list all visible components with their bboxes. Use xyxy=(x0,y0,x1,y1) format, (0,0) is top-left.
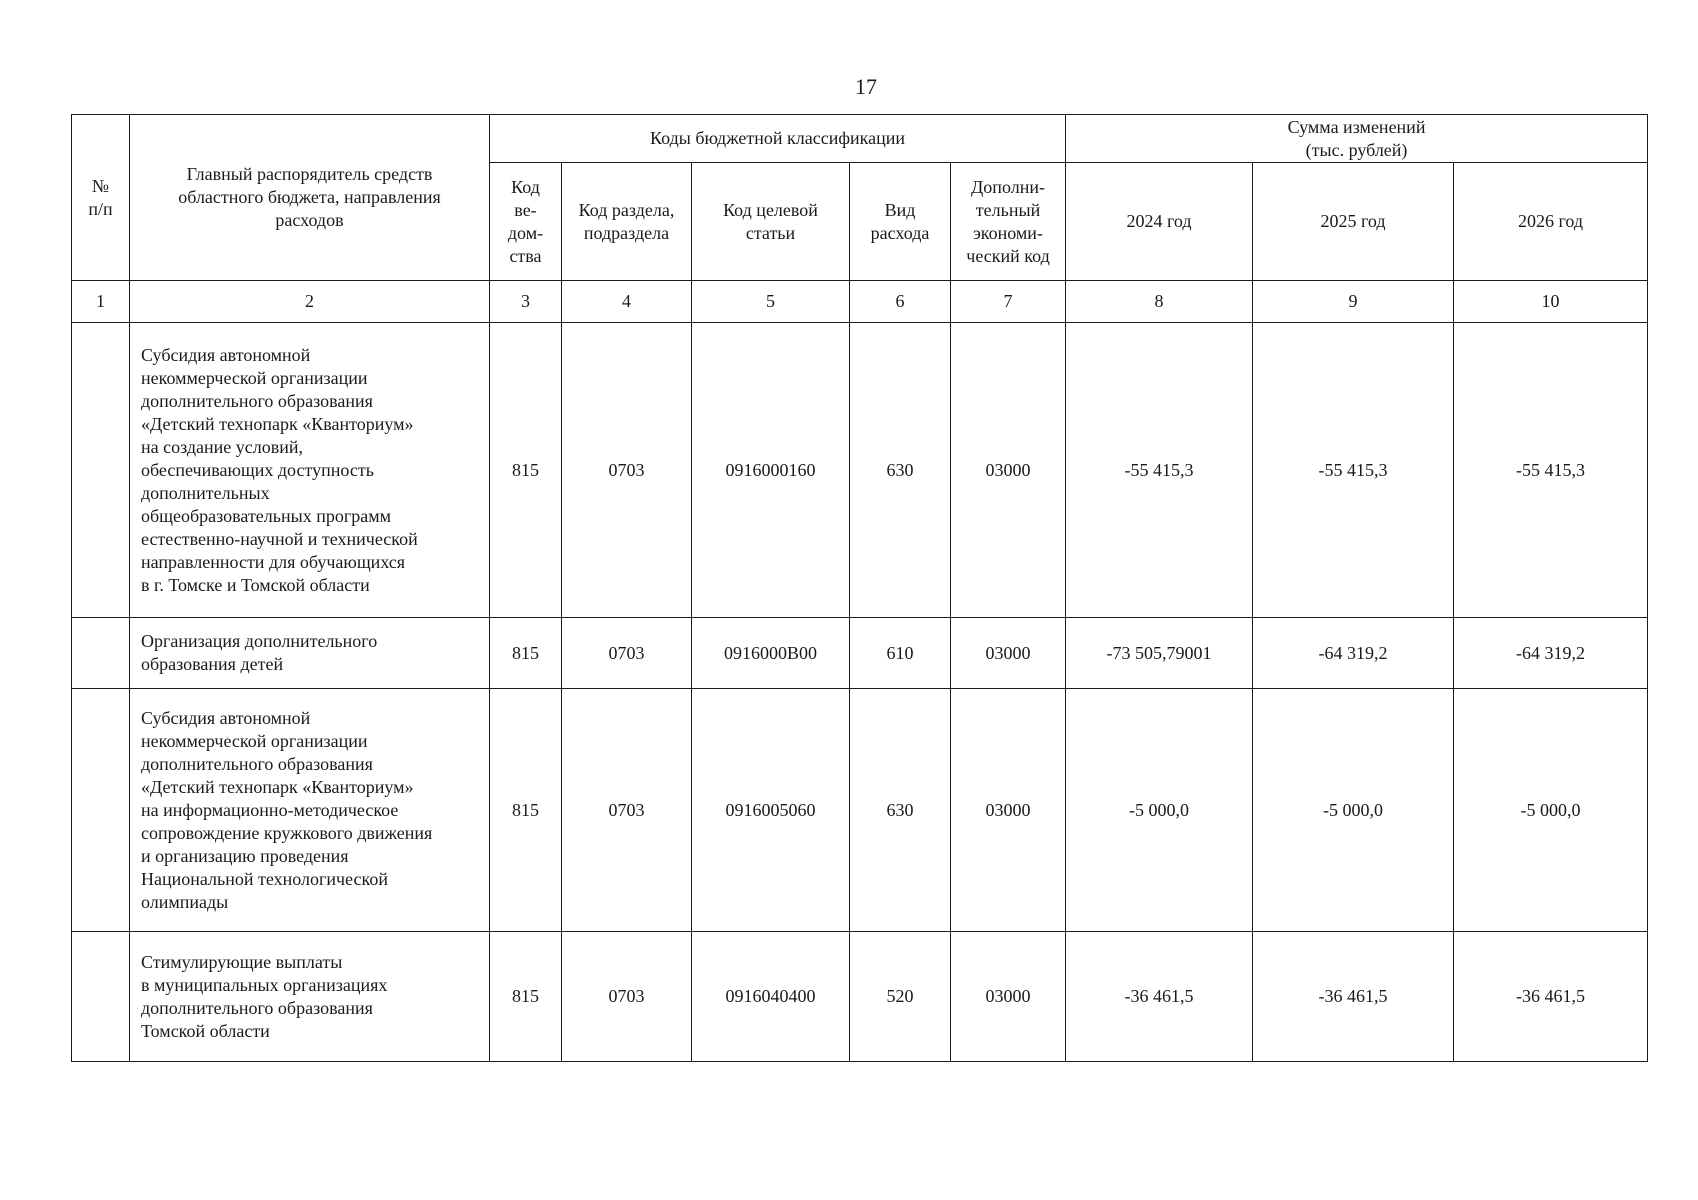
section-code: 0703 xyxy=(562,689,692,932)
description-line: дополнительного образования xyxy=(141,753,373,774)
description-line: Субсидия автономной xyxy=(141,707,311,728)
description-line: дополнительного образования xyxy=(141,997,373,1018)
dept-code: 815 xyxy=(490,323,562,618)
description-line: сопровождение кружкового движения xyxy=(141,822,433,843)
header-col-no-label: № п/п xyxy=(88,175,113,219)
description-line: образования детей xyxy=(141,654,284,674)
amount-2025: -64 319,2 xyxy=(1253,618,1454,689)
row-description xyxy=(130,689,490,932)
header-group-sum-label: Сумма изменений (тыс. рублей) xyxy=(1287,116,1426,160)
extra-economic-code: 03000 xyxy=(951,932,1066,1062)
dept-code: 815 xyxy=(490,689,562,932)
description-line: и организацию проведения xyxy=(141,845,349,866)
description-line: Субсидия автономной xyxy=(141,344,311,365)
table-row xyxy=(72,323,1648,618)
header-col-type-label: Вид расхода xyxy=(870,199,930,243)
description-line: на информационно-методическое xyxy=(141,799,399,820)
description-line: дополнительного образования xyxy=(141,390,373,411)
amount-2026: -5 000,0 xyxy=(1454,689,1648,932)
amount-2026: -55 415,3 xyxy=(1454,323,1648,618)
column-number: 2 xyxy=(130,281,490,323)
amount-2024: -73 505,79001 xyxy=(1066,618,1253,689)
column-number: 4 xyxy=(562,281,692,323)
expense-type: 630 xyxy=(850,689,951,932)
column-number: 7 xyxy=(951,281,1066,323)
header-col-dept xyxy=(490,163,562,281)
row-number xyxy=(72,323,130,618)
description-line: на создание условий, xyxy=(141,436,304,457)
header-col-2026-label: 2026 год xyxy=(1517,211,1584,231)
budget-changes-table xyxy=(71,114,1648,1062)
expense-type: 520 xyxy=(850,932,951,1062)
amount-2026: -64 319,2 xyxy=(1454,618,1648,689)
expense-type: 610 xyxy=(850,618,951,689)
section-code: 0703 xyxy=(562,323,692,618)
description-line: «Детский технопарк «Кванториум» xyxy=(141,413,414,434)
amount-2025: -55 415,3 xyxy=(1253,323,1454,618)
header-col-2026 xyxy=(1454,163,1648,281)
row-number xyxy=(72,689,130,932)
description-line: некоммерческой организации xyxy=(141,367,368,388)
description-line: общеобразовательных программ xyxy=(141,505,392,526)
target-code: 0916000160 xyxy=(692,323,850,618)
amount-2026: -36 461,5 xyxy=(1454,932,1648,1062)
description-line: Стимулирующие выплаты xyxy=(141,951,343,972)
row-number xyxy=(72,932,130,1062)
header-col-dept-label: Код ве- дом- ства xyxy=(507,176,544,266)
extra-economic-code: 03000 xyxy=(951,323,1066,618)
column-number: 6 xyxy=(850,281,951,323)
header-group-sum xyxy=(1066,115,1648,163)
header-col-2024 xyxy=(1066,163,1253,281)
description-line: в муниципальных организациях xyxy=(141,974,388,995)
row-description xyxy=(130,323,490,618)
header-col-2024-label: 2024 год xyxy=(1126,211,1192,231)
header-col-2025-label: 2025 год xyxy=(1320,211,1386,231)
header-col-2025 xyxy=(1253,163,1454,281)
target-code: 0916040400 xyxy=(692,932,850,1062)
header-col-no xyxy=(72,115,130,281)
column-number: 3 xyxy=(490,281,562,323)
header-col-extra xyxy=(951,163,1066,281)
expense-type: 630 xyxy=(850,323,951,618)
column-number: 10 xyxy=(1454,281,1648,323)
extra-economic-code: 03000 xyxy=(951,618,1066,689)
description-line: дополнительных xyxy=(141,482,270,503)
dept-code: 815 xyxy=(490,618,562,689)
description-line: в г. Томске и Томской области xyxy=(141,574,370,595)
header-col-main xyxy=(130,115,490,281)
header-group-codes xyxy=(490,115,1066,163)
description-line: олимпиады xyxy=(141,891,229,912)
amount-2024: -55 415,3 xyxy=(1066,323,1253,618)
amount-2024: -5 000,0 xyxy=(1066,689,1253,932)
column-number: 5 xyxy=(692,281,850,323)
description-line: «Детский технопарк «Кванториум» xyxy=(141,776,414,797)
header-row-groups xyxy=(72,115,1648,163)
table-row xyxy=(72,618,1648,689)
amount-2024: -36 461,5 xyxy=(1066,932,1253,1062)
description-line: Организация дополнительного xyxy=(141,631,378,651)
description-line: некоммерческой организации xyxy=(141,730,368,751)
row-number xyxy=(72,618,130,689)
column-number: 8 xyxy=(1066,281,1253,323)
header-col-section xyxy=(562,163,692,281)
row-description xyxy=(130,618,490,689)
description-line: направленности для обучающихся xyxy=(141,551,406,572)
amount-2025: -36 461,5 xyxy=(1253,932,1454,1062)
description-line: Томской области xyxy=(141,1020,270,1041)
amount-2025: -5 000,0 xyxy=(1253,689,1454,932)
description-line: естественно-научной и технической xyxy=(141,528,418,549)
target-code: 0916005060 xyxy=(692,689,850,932)
page-number: 17 xyxy=(855,74,877,99)
description-line: Национальной технологической xyxy=(141,868,388,889)
section-code: 0703 xyxy=(562,932,692,1062)
header-col-target xyxy=(692,163,850,281)
dept-code: 815 xyxy=(490,932,562,1062)
description-line: обеспечивающих доступность xyxy=(141,459,374,480)
header-col-main-label: Главный распорядитель средств областного бюджета, направления расходов xyxy=(178,164,441,230)
table-row xyxy=(72,689,1648,932)
column-number-row xyxy=(72,281,1648,323)
header-col-target-label: Код целевой статьи xyxy=(723,199,818,243)
table-row xyxy=(72,932,1648,1062)
target-code: 0916000В00 xyxy=(692,618,850,689)
header-col-section-label: Код раздела, подраздела xyxy=(578,199,675,243)
column-number: 9 xyxy=(1253,281,1454,323)
header-col-type xyxy=(850,163,951,281)
header-col-extra-label: Дополни- тельный экономи- ческий код xyxy=(966,176,1050,266)
section-code: 0703 xyxy=(562,618,692,689)
header-group-codes-label: Коды бюджетной классификации xyxy=(650,128,905,148)
row-description xyxy=(130,932,490,1062)
column-number: 1 xyxy=(72,281,130,323)
extra-economic-code: 03000 xyxy=(951,689,1066,932)
